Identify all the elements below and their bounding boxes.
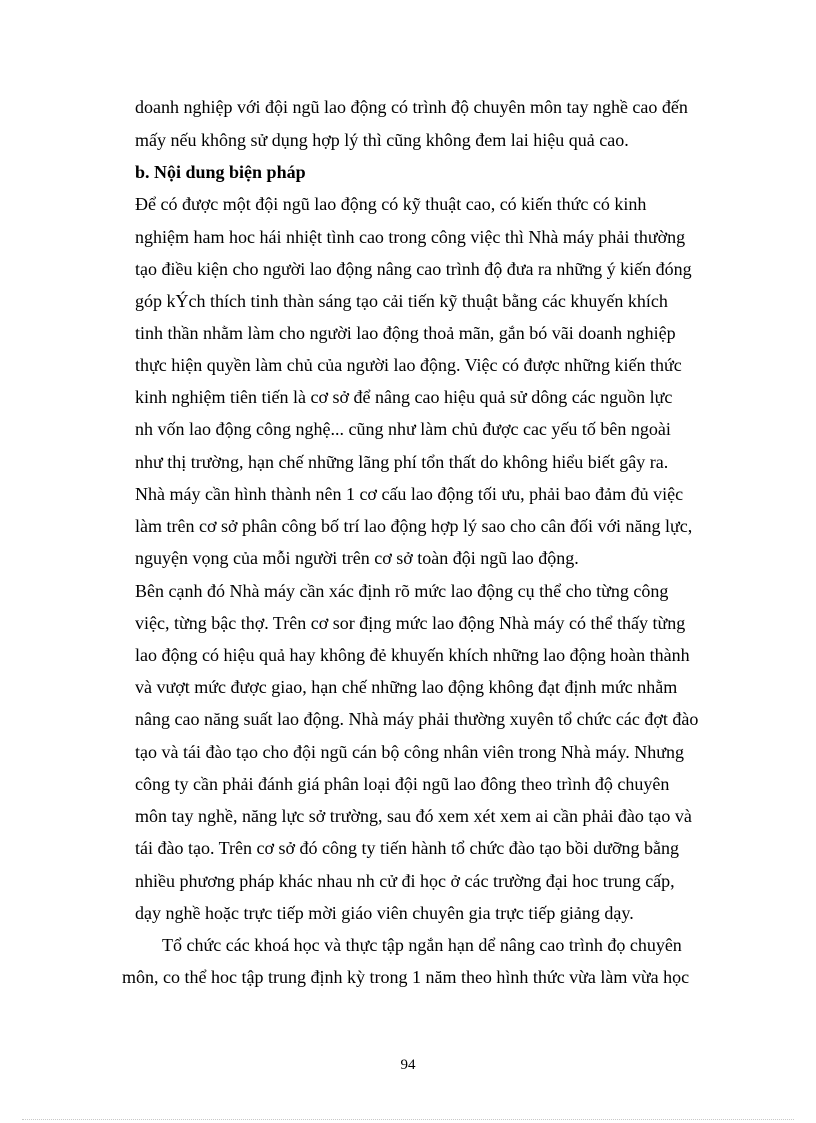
section-heading: b. Nội dung biện pháp — [135, 162, 306, 182]
body-text-line: việc, từng bậc thợ. Trên cơ sor địng mức lao động Nhà máy có thể thấy từng — [135, 613, 686, 633]
body-text-line: góp kÝch thích tinh thàn sáng tạo cải tiến kỹ thuật bằng các khuyến khích — [135, 291, 668, 311]
body-text-line: làm trên cơ sở phân công bố trí lao động hợp lý sao cho cân đối với năng lực, — [135, 516, 693, 536]
body-text-line: tinh thần nhằm làm cho người lao động thoả mãn, gắn bó vãi doanh nghiệp — [135, 323, 676, 343]
body-text-line: nhiều phương pháp khác nhau nh cử đi học ở các trường đại hoc trung cấp, — [135, 871, 675, 891]
body-text-line: tái đào tạo. Trên cơ sở đó công ty tiến hành tổ chức đào tạo bồi dưỡng bằng — [135, 838, 679, 858]
body-text-line: nguyện vọng của mỗi người trên cơ sở toàn đội ngũ lao động. — [135, 548, 579, 568]
body-text-line: Nhà máy cần hình thành nên 1 cơ cấu lao động tối ưu, phải bao đảm đủ việc — [135, 484, 684, 504]
body-text-line: dạy nghề hoặc trực tiếp mời giáo viên chuyên gia trực tiếp giảng dạy. — [135, 903, 634, 923]
body-text-line: công ty cần phải đánh giá phân loại đội ngũ lao đông theo trình độ chuyên — [135, 774, 670, 794]
body-text-line: tạo điều kiện cho người lao động nâng cao trình độ đưa ra những ý kiến đóng — [135, 259, 692, 279]
body-text-line: môn tay nghề, năng lực sở trường, sau đó xem xét xem ai cần phải đào tạo và — [135, 806, 692, 826]
body-text-line: nghiệm ham hoc hái nhiệt tình cao trong công việc thì Nhà máy phải thường — [135, 227, 686, 247]
body-text-line: môn, co thể hoc tập trung định kỳ trong 1 năm theo hình thức vừa làm vừa học — [122, 967, 690, 987]
body-text-line: tạo và tái đào tạo cho đội ngũ cán bộ công nhân viên trong Nhà máy. Nhưng — [135, 742, 684, 762]
body-text-line: Để có được một đội ngũ lao động có kỹ thuật cao, có kiến thức có kinh — [135, 194, 647, 214]
body-text-line: nâng cao năng suất lao động. Nhà máy phải thường xuyên tổ chức các đợt đào — [135, 709, 699, 729]
body-text-line: nh vốn lao động công nghệ... cũng như làm chủ được cac yếu tố bên ngoài — [135, 419, 671, 439]
body-text-line: doanh nghiệp với đội ngũ lao động có trình độ chuyên môn tay nghề cao đến — [135, 97, 688, 117]
body-text-line: lao động có hiệu quả hay không đẻ khuyến khích những lao động hoàn thành — [135, 645, 690, 665]
body-text-line: kinh nghiệm tiên tiến là cơ sở để nâng cao hiệu quả sử dông các nguồn lực — [135, 387, 673, 407]
page-number: 94 — [400, 1057, 416, 1073]
page-bottom-divider — [22, 1119, 794, 1120]
body-text-line: thực hiện quyền làm chủ của người lao động. Việc có được những kiến thức — [135, 355, 682, 375]
body-text-line: và vượt mức được giao, hạn chế những lao động không đạt định mức nhằm — [135, 677, 678, 697]
body-text-line: Bên cạnh đó Nhà máy cần xác định rõ mức lao động cụ thể cho từng công — [135, 581, 669, 601]
body-text-line: như thị trường, hạn chế những lãng phí tổn thất do không hiểu biết gây ra. — [135, 452, 669, 472]
body-text-line: Tổ chức các khoá học và thực tập ngắn hạn dể nâng cao trình đọ chuyên — [162, 935, 682, 955]
body-text-line: mấy nếu không sử dụng hợp lý thì cũng không đem lai hiệu quả cao. — [135, 130, 629, 150]
